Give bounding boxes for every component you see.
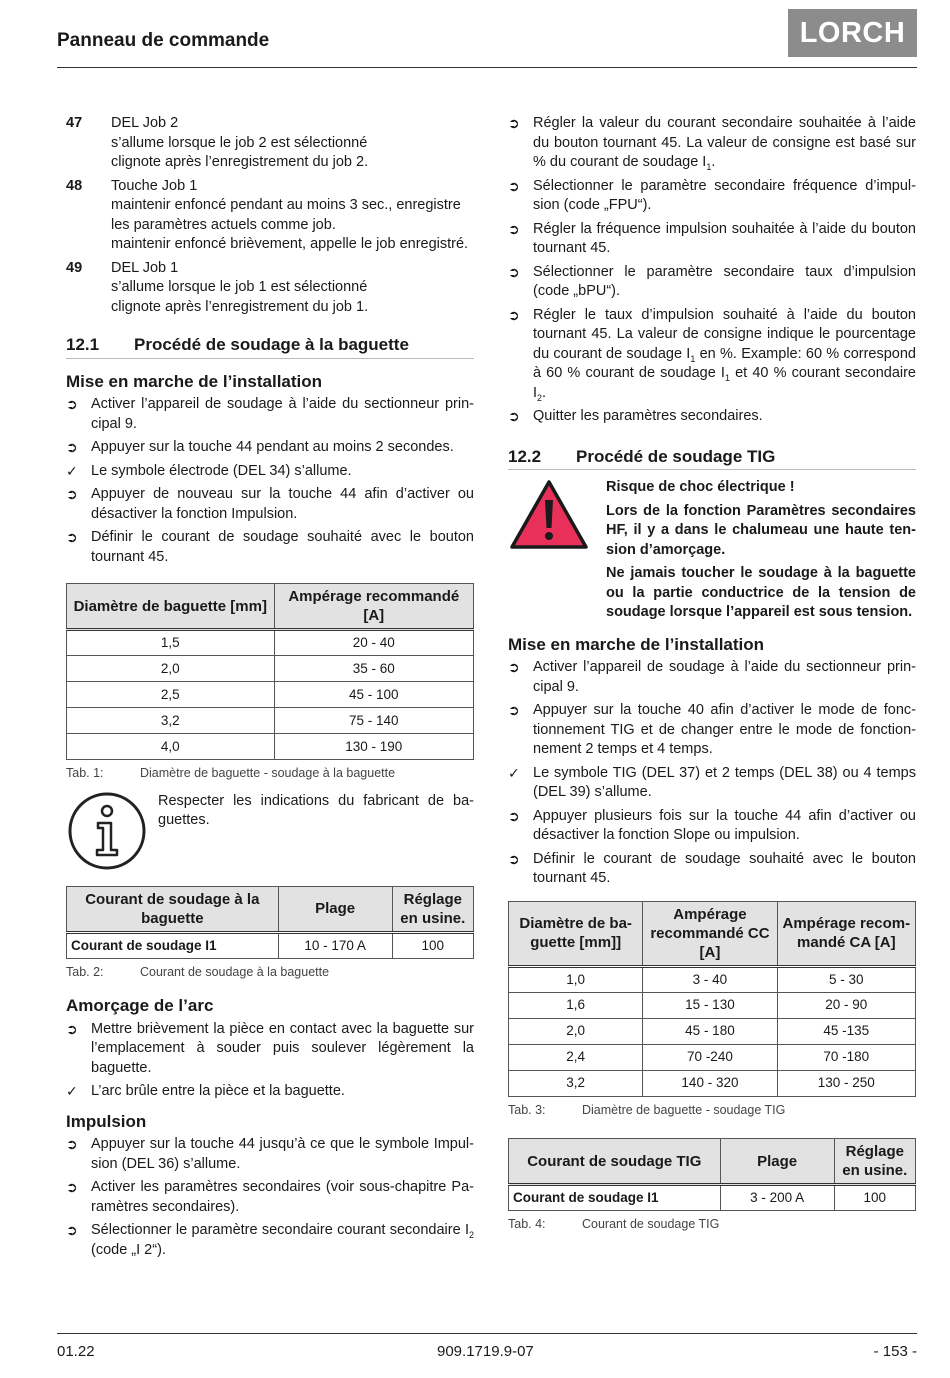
check-icon: ✓ <box>66 462 78 479</box>
caption-number: Tab. 2: <box>66 964 104 979</box>
note-text: Respecter les indications du fabricant de baguettes. <box>158 792 474 828</box>
table-cell: 45 -135 <box>777 1018 915 1044</box>
table-row <box>67 656 474 682</box>
table-cell: 5 - 30 <box>777 966 915 992</box>
action-step <box>508 701 916 760</box>
subscript: 1 <box>690 353 696 364</box>
table-cell: 20 - 40 <box>274 630 473 656</box>
item-line: clignote après l’enregistrement du job 1. <box>111 298 369 315</box>
action-step <box>66 1178 474 1217</box>
column-header: Courant de soudage à la baguette <box>67 886 279 932</box>
arrow-icon: ➲ <box>66 529 78 545</box>
step-text-part: Appuyer sur la touche 44 jusqu’à ce que le symbole Impulsion (DEL 36) s’allume. <box>91 1136 474 1172</box>
table-cell: 140 - 320 <box>643 1070 777 1096</box>
step-text <box>533 807 916 846</box>
subscript: 2 <box>537 392 543 403</box>
action-step <box>66 1221 474 1260</box>
table-row <box>509 992 916 1018</box>
table-header-row <box>67 886 474 932</box>
table-1-block <box>66 583 474 784</box>
numbered-item <box>66 114 474 173</box>
warning-triangle-icon <box>508 478 606 627</box>
table-cell: 10 - 170 A <box>278 932 392 958</box>
page-header <box>57 0 917 68</box>
table-row <box>67 708 474 734</box>
step-text-part: L’arc brûle entre la pièce et la baguette. <box>91 1083 345 1099</box>
step-text-part: Le symbole TIG (DEL 37) et 2 temps (DEL 38) ou 4 temps (DEL 39) s’allume. <box>533 764 916 800</box>
arrow-icon: ➲ <box>66 439 78 455</box>
page-footer <box>57 1333 917 1360</box>
table-4 <box>508 1138 916 1211</box>
check-icon: ✓ <box>66 1083 78 1099</box>
item-line: s’allume lorsque le job 2 est sélectionné <box>111 134 368 151</box>
table-header-row <box>509 901 916 966</box>
step-text-part: Le symbole électrode (DEL 34) s’allume. <box>91 462 352 479</box>
table-cell: 3 - 40 <box>643 966 777 992</box>
step-text-part: Quitter les paramètres secondaires. <box>533 408 763 424</box>
table-cell: Courant de soudage I1 <box>67 932 279 958</box>
arrow-icon: ➲ <box>66 1179 78 1195</box>
step-text-part: (code „I 2“). <box>91 1241 166 1258</box>
item-line: maintenir enfoncé pendant au moins 3 sec., enregistre les paramètres actuels comme job. <box>111 197 461 233</box>
step-text <box>91 1082 474 1102</box>
step-text-part: Activer l’appareil de soudage à l’aide du sectionneur principal 9. <box>91 396 474 432</box>
action-step <box>508 220 916 259</box>
table-cell: 3 - 200 A <box>720 1185 834 1211</box>
column-header: Courant de soudage TIG <box>509 1139 721 1185</box>
step-text-part: Sélectionner le paramètre secondaire courant secondaire I <box>91 1222 469 1238</box>
table-cell: 2,5 <box>67 682 275 708</box>
table-cell: 130 - 190 <box>274 734 473 760</box>
item-line: DEL Job 1 <box>111 259 179 276</box>
caption-text: Diamètre de baguette - soudage à la baguette <box>140 766 396 780</box>
pulse-heading: Impulsion <box>66 1111 147 1131</box>
arrow-icon: ➲ <box>508 263 520 280</box>
step-text <box>533 263 916 302</box>
item-line: maintenir enfoncé brièvement, appelle le job enregistré. <box>111 236 469 252</box>
table-cell: 130 - 250 <box>777 1070 915 1096</box>
startup-heading: Mise en marche de l’installation <box>66 371 323 391</box>
startup-steps <box>66 395 474 567</box>
electric-shock-warning <box>508 478 916 627</box>
table-cell: 70 -240 <box>643 1044 777 1070</box>
item-number: 47 <box>66 115 83 131</box>
step-text <box>91 1020 474 1079</box>
table-row <box>67 682 474 708</box>
step-text-part: Appuyer sur la touche 40 afin d’activer le mode de fonctionnement TIG et de changer entre le mode de fonctionnement 2 temps et 4 temps. <box>533 702 916 757</box>
step-text <box>533 407 916 427</box>
table-row <box>67 932 474 958</box>
arrow-icon: ➲ <box>66 1222 78 1238</box>
section-title: Procédé de soudage à la baguette <box>134 335 409 354</box>
column-header: Réglage en usine. <box>392 886 473 932</box>
step-text <box>91 1135 474 1174</box>
item-number: 49 <box>66 259 83 276</box>
numbered-items <box>66 114 474 317</box>
arrow-icon: ➲ <box>508 807 520 824</box>
step-text-part: Appuyer plusieurs fois sur la touche 44 afin d’activer ou désactiver la fonction Slope ou impulsion. <box>533 807 916 843</box>
table-cell: 15 - 130 <box>643 992 777 1018</box>
item-number: 48 <box>66 177 83 194</box>
table-cell: 100 <box>392 932 473 958</box>
table-row <box>509 1018 916 1044</box>
column-header: Diamètre de baguette [mm]] <box>509 901 643 966</box>
column-header: Plage <box>278 886 392 932</box>
table-cell: 2,0 <box>67 656 275 682</box>
action-step <box>66 438 474 458</box>
step-text-part: Sélectionner le paramètre secondaire fréquence d’impulsion (code „FPU“). <box>533 177 916 213</box>
step-text-part: . <box>711 154 716 170</box>
step-text <box>91 528 474 567</box>
step-text-part: Mettre brièvement la pièce en contact avec la baguette sur l’emplacement à souder puis soulever légèrement la baguette. <box>91 1020 474 1076</box>
lorch-logo: LORCH <box>788 9 917 57</box>
numbered-item <box>66 259 474 318</box>
action-step <box>508 407 916 427</box>
warning-line: Lors de la fonction Paramètres secondaires HF, il y a dans le chalumeau une haute tension d’amorçage. <box>606 502 916 558</box>
step-text <box>91 462 474 482</box>
action-step <box>66 1135 474 1174</box>
table-cell: 75 - 140 <box>274 708 473 734</box>
caption-number: Tab. 1: <box>66 766 104 780</box>
step-text <box>91 1221 474 1260</box>
table-header-row <box>509 1139 916 1185</box>
step-text-part: en %. Example: 60 % correspond à 60 % courant de soudage I <box>533 345 916 381</box>
action-step <box>66 528 474 567</box>
caption-number: Tab. 3: <box>508 1102 546 1117</box>
column-header: Ampérage recommandé CA [A] <box>777 901 915 966</box>
table-header-row <box>67 584 474 630</box>
table-cell: 1,6 <box>509 992 643 1018</box>
column-header: Ampérage recommandé CC [A] <box>643 901 777 966</box>
table-cell: 1,0 <box>509 966 643 992</box>
item-line: clignote après l’enregistrement du job 2. <box>111 154 369 170</box>
step-text-part: Sélectionner le paramètre secondaire taux d’impulsion (code „bPU“). <box>533 263 916 299</box>
table-row <box>67 734 474 760</box>
table-row <box>67 630 474 656</box>
arrow-icon: ➲ <box>66 1136 78 1152</box>
subscript: 2 <box>468 1229 474 1240</box>
footer-date: 01.22 <box>57 1343 95 1360</box>
action-step <box>508 850 916 889</box>
arrow-icon: ➲ <box>508 659 520 675</box>
result-step <box>508 764 916 803</box>
table-cell: 2,4 <box>509 1044 643 1070</box>
startup-heading-tig: Mise en marche de l’installation <box>508 634 765 654</box>
warning-text <box>606 478 916 627</box>
step-text <box>91 395 474 434</box>
section-number: 12.1 <box>66 335 100 354</box>
table-4-block <box>508 1138 916 1235</box>
left-column <box>66 114 474 1264</box>
table-cell: 35 - 60 <box>274 656 473 682</box>
action-step <box>66 395 474 434</box>
step-text-part: Définir le courant de soudage souhaité avec le bouton tournant 45. <box>91 529 474 565</box>
secondary-param-steps <box>508 114 916 427</box>
table-cell: 70 -180 <box>777 1044 915 1070</box>
section-heading-12-1 <box>66 335 474 359</box>
check-icon: ✓ <box>508 764 520 781</box>
item-line: DEL Job 2 <box>111 115 179 131</box>
step-text <box>533 306 916 404</box>
section-heading-12-2 <box>508 447 916 471</box>
column-header: Diamètre de baguette [mm] <box>67 584 275 630</box>
step-text-part: et 40 % courant secondaire I <box>533 365 916 401</box>
step-text <box>533 220 916 259</box>
step-text <box>533 177 916 216</box>
step-text-part: Appuyer sur la touche 44 pendant au moins 2 secondes. <box>91 439 454 455</box>
table-1 <box>66 583 474 760</box>
subscript: 1 <box>706 161 712 172</box>
step-text <box>533 114 916 173</box>
info-note <box>66 790 474 872</box>
step-text-part: Définir le courant de soudage souhaité avec le bouton tournant 45. <box>533 850 916 886</box>
item-text <box>111 114 474 173</box>
step-text-part: Activer l’appareil de soudage à l’aide du sectionneur principal 9. <box>533 659 916 695</box>
result-step <box>66 462 474 482</box>
column-header: Réglage en usine. <box>834 1139 915 1185</box>
startup-steps-tig <box>508 658 916 889</box>
step-text <box>91 485 474 524</box>
action-step <box>66 1020 474 1079</box>
step-text-part: Régler le taux d’impulsion souhaité à l’aide du bouton tournant 45. La valeur de consigne indique le pourcentage du courant de soudage I <box>533 306 916 362</box>
arrow-icon: ➲ <box>508 306 520 323</box>
step-text <box>91 1178 474 1217</box>
arrow-icon: ➲ <box>508 177 520 194</box>
step-text <box>533 658 916 697</box>
table-3-caption <box>508 1101 916 1121</box>
warning-line: Ne jamais toucher le soudage à la baguette ou la partie conductrice de la tension de soudage lorsque l’appareil est sous tension. <box>606 565 916 620</box>
section-number: 12.2 <box>508 446 542 466</box>
action-step <box>508 263 916 302</box>
info-icon <box>66 790 158 872</box>
item-line: s’allume lorsque le job 1 est sélectionné <box>111 279 368 295</box>
column-header: Plage <box>720 1139 834 1185</box>
action-step <box>508 177 916 216</box>
pulse-steps <box>66 1135 474 1260</box>
table-2 <box>66 886 474 959</box>
step-text-part: . <box>542 384 547 401</box>
item-line: Touche Job 1 <box>111 177 198 194</box>
column-header: Ampérage recommandé [A] <box>274 584 473 630</box>
arrow-icon: ➲ <box>508 220 520 237</box>
item-text <box>111 177 474 255</box>
caption-text: Courant de soudage TIG <box>582 1217 720 1231</box>
header-title: Panneau de commande <box>57 30 270 51</box>
table-4-caption <box>508 1215 916 1235</box>
table-3-block <box>508 901 916 1121</box>
arrow-icon: ➲ <box>508 702 520 718</box>
arrow-icon: ➲ <box>508 115 520 131</box>
table-3 <box>508 901 916 1097</box>
step-text-part: Régler la fréquence impulsion souhaitée à l’aide du bouton tournant 45. <box>533 220 916 256</box>
table-row <box>509 1070 916 1096</box>
footer-page-number: - 153 - <box>873 1343 917 1360</box>
subscript: 1 <box>724 372 730 383</box>
item-text <box>111 259 474 318</box>
arrow-icon: ➲ <box>66 1020 78 1037</box>
table-cell: 4,0 <box>67 734 275 760</box>
table-row <box>509 1044 916 1070</box>
table-cell: 3,2 <box>67 708 275 734</box>
table-cell: 3,2 <box>509 1070 643 1096</box>
table-cell: 1,5 <box>67 630 275 656</box>
caption-number: Tab. 4: <box>508 1217 546 1231</box>
caption-text: Courant de soudage à la baguette <box>140 964 330 979</box>
table-cell: 100 <box>834 1185 915 1211</box>
arrow-icon: ➲ <box>508 408 520 424</box>
table-row <box>509 1185 916 1211</box>
step-text-part: Activer les paramètres secondaires (voir sous-chapitre Paramètres secondaires). <box>91 1179 474 1215</box>
step-text <box>533 764 916 803</box>
step-text <box>91 438 474 458</box>
caption-text: Diamètre de baguette - soudage TIG <box>582 1102 786 1117</box>
step-text-part: Régler la valeur du courant secondaire souhaitée à l’aide du bouton tournant 45. La valeur de consigne est basé sur % du courant de soudage I <box>533 115 916 170</box>
section-title: Procédé de soudage TIG <box>576 446 776 466</box>
action-step <box>508 306 916 404</box>
table-2-caption <box>66 963 474 983</box>
right-column <box>508 114 916 1235</box>
footer-doc-number: 909.1719.9-07 <box>437 1343 534 1360</box>
table-cell: 45 - 180 <box>643 1018 777 1044</box>
table-2-block <box>66 886 474 983</box>
table-1-caption <box>66 764 474 784</box>
table-row <box>509 966 916 992</box>
numbered-item <box>66 177 474 255</box>
table-cell: 20 - 90 <box>777 992 915 1018</box>
table-cell: Courant de soudage I1 <box>509 1185 721 1211</box>
table-cell: 45 - 100 <box>274 682 473 708</box>
warning-line: Risque de choc électrique ! <box>606 479 795 495</box>
result-step <box>66 1082 474 1102</box>
action-step <box>508 807 916 846</box>
arc-heading: Amorçage de l’arc <box>66 996 214 1015</box>
step-text <box>533 850 916 889</box>
arrow-icon: ➲ <box>66 396 78 412</box>
table-cell: 2,0 <box>509 1018 643 1044</box>
arrow-icon: ➲ <box>66 486 78 502</box>
arrow-icon: ➲ <box>508 850 520 867</box>
action-step <box>508 114 916 173</box>
action-step <box>66 485 474 524</box>
action-step <box>508 658 916 697</box>
step-text-part: Appuyer de nouveau sur la touche 44 afin d’activer ou désactiver la fonction Impulsion. <box>91 486 474 522</box>
arc-steps <box>66 1020 474 1102</box>
step-text <box>533 701 916 760</box>
